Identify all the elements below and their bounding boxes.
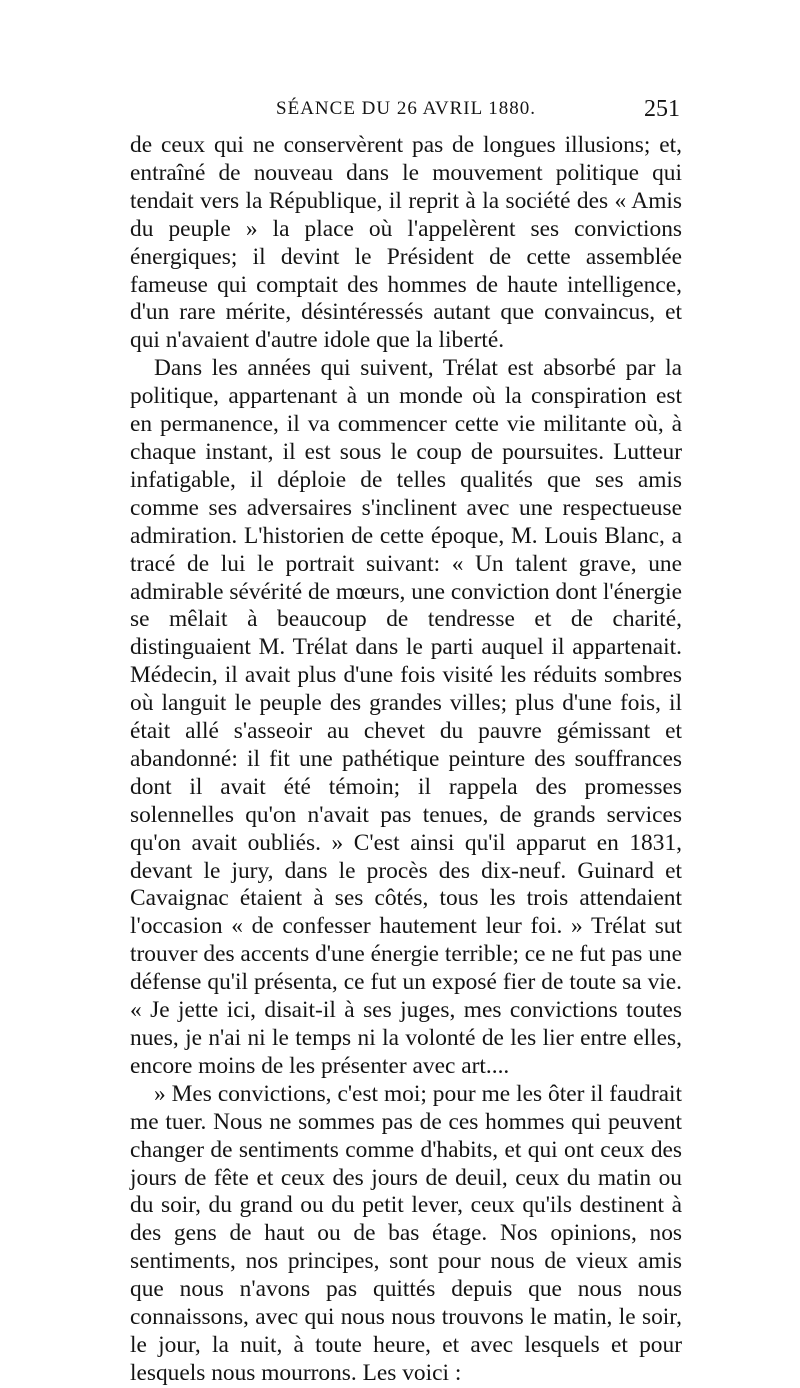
page-number: 251 <box>644 96 680 122</box>
paragraph-continuation: de ceux qui ne conservèrent pas de longues illusions; et, entraîné de nouveau dans le mouvement politique qui tendait vers la République, il reprit à la société des « Amis du peuple » la place où l'appelèrent ses convictions énergiques; il devint le Président de cette assemblée fameuse qui comptait des hommes de haute intelligence, d'un rare mérite, désintéressés autant que convaincus, et qui n'avaient d'autre idole que la liberté. <box>130 132 682 354</box>
running-title: SÉANCE DU 26 AVRIL 1880. <box>276 98 536 119</box>
paragraph-convictions-quote: » Mes convictions, c'est moi; pour me les ôter il faudrait me tuer. Nous ne sommes pas de ces hommes qui peuvent changer de sentiments comme d'habits, et qui ont ceux des jours de fête et ceux des jours de deuil, ceux du matin ou du soir, du grand ou du petit lever, ceux qu'ils destinent à des gens de haut ou de bas étage. Nos opinions, nos sentiments, nos principes, sont pour nous de vieux amis que nous n'avons pas quittés depuis que nous nous connaissons, avec qui nous nous trouvons le matin, le soir, le jour, la nuit, à toute heure, et avec lesquels et pour lesquels nous mourrons. Les voici : <box>130 1080 682 1386</box>
running-head <box>130 92 682 128</box>
paragraph-trelat-politics: Dans les années qui suivent, Trélat est absorbé par la politique, appartenant à un monde où la conspiration est en permanence, il va commencer cette vie militante où, à chaque instant, il est sous le coup de poursuites. Lutteur infatigable, il déploie de telles qualités que ses amis comme ses adversaires s'inclinent avec une respectueuse admiration. L'historien de cette époque, M. Louis Blanc, a tracé de lui le portrait suivant: « Un talent grave, une admirable sévérité de mœurs, une conviction dont l'énergie se mêlait à beaucoup de tendresse et de charité, distinguaient M. Trélat dans le parti auquel il appartenait. Médecin, il avait plus d'une fois visité les réduits sombres où languit le peuple des grandes villes; plus d'une fois, il était allé s'asseoir au chevet du pauvre gémissant et abandonné: il fit une pathétique peinture des souffrances dont il avait été témoin; il rappela des promesses solennelles qu'on n'avait pas tenues, de grands services qu'on avait oubliés. » C'est ainsi qu'il apparut en 1831, devant le jury, dans le procès des dix-neuf. Guinard et Cavaignac étaient à ses côtés, tous les trois attendaient l'occasion « de confesser hautement leur foi. » Trélat sut trouver des accents d'une énergie terrible; ce ne fut pas une défense qu'il présenta, ce fut un exposé fier de toute sa vie. « Je jette ici, disait-il à ses juges, mes convictions toutes nues, je n'ai ni le temps ni la volonté de les lier entre elles, encore moins de les présenter avec art.... <box>130 355 682 1079</box>
body-text <box>130 132 682 1388</box>
